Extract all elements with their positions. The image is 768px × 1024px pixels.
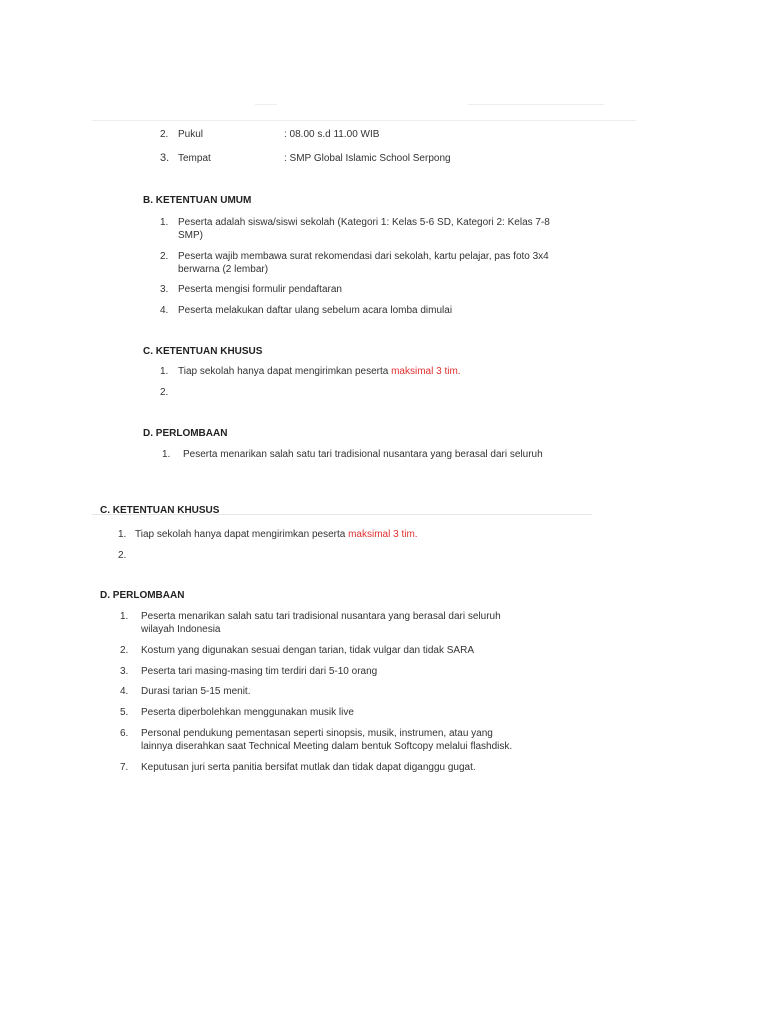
list-item-num: 2. [120,645,129,656]
cut-heading: C. KETENTUAN KHUSUS [100,505,220,516]
list-item-text: Peserta wajib membawa surat rekomendasi dari sekolah, kartu pelajar, pas foto 3x4 [178,251,549,262]
list-item-num: 7. [120,762,129,773]
section-b-heading: B. KETENTUAN UMUM [143,195,252,206]
list-item-text-cont: berwarna (2 lembar) [178,264,269,275]
list-item-num: 2. [160,387,169,398]
list-item-num: 6. [120,728,129,739]
info-num: 2. [160,129,169,140]
section-c-heading: C. KETENTUAN KHUSUS [143,346,263,357]
list-item-text: Peserta adalah siswa/siswi sekolah (Kategori 1: Kelas 5-6 SD, Kategori 2: Kelas 7-8 [178,217,550,228]
list-item-num: 1. [160,217,169,228]
list-item-text: Personal pendukung pementasan seperti sinopsis, musik, instrumen, atau yang [141,728,493,739]
list-item-num: 2. [160,251,169,262]
list-item-text: Peserta diperbolehkan menggunakan musik live [141,707,354,718]
list-item-num: 1. [118,529,127,540]
list-item-num: 4. [160,305,169,316]
list-item-text: Peserta menarikan salah satu tari tradisional nusantara yang berasal dari seluruh [183,449,543,460]
list-item-text: Peserta mengisi formulir pendaftaran [178,284,342,295]
list-item-text: Durasi tarian 5-15 menit. [141,686,251,697]
list-item-text: Peserta menarikan salah satu tari tradisional nusantara yang berasal dari seluruh [141,611,501,622]
header-rule [92,120,636,121]
header-rule-right [468,104,604,105]
header-rule-left [255,104,277,105]
list-item-text: Tiap sekolah hanya dapat mengirimkan peserta maksimal 3 tim. [135,529,418,540]
list-item-text: Peserta melakukan daftar ulang sebelum acara lomba dimulai [178,305,453,316]
cut-line [0,446,768,460]
info-label-pukul: Pukul [178,129,204,140]
list-item-text: Tiap sekolah hanya dapat mengirimkan peserta maksimal 3 tim. [178,366,461,377]
list-item-text-cont: lainnya diserahkan saat Technical Meeting dalam bentuk Softcopy melalui flashdisk. [141,741,513,752]
list-item-text: Keputusan juri serta panitia bersifat mutlak dan tidak dapat diganggu gugat. [141,762,476,773]
list-item-num: 3. [160,284,169,295]
list-item-text: Peserta tari masing-masing tim terdiri dari 5-10 orang [141,666,378,677]
list-item-num: 5. [120,707,129,718]
list-item-num: 1. [162,449,171,460]
info-value-pukul: : 08.00 s.d 11.00 WIB [284,129,380,140]
list-item-num: 1. [160,366,169,377]
list-item-num: 4. [120,686,129,697]
info-label-tempat: Tempat [178,153,211,164]
list-item-text-cont: SMP) [178,230,203,241]
list-item-num: 3. [120,666,129,677]
list-item-text: Kostum yang digunakan sesuai dengan tarian, tidak vulgar dan tidak SARA [141,645,474,656]
list-item-num: 2. [118,550,127,561]
highlight-red-text: maksimal 3 tim. [391,366,461,377]
section-d-heading: D. PERLOMBAAN [143,428,228,439]
highlight-red-text: maksimal 3 tim. [348,529,418,540]
list-item-text-cont: wilayah Indonesia [141,624,221,635]
info-num: 3. [160,152,170,164]
section-d-heading: D. PERLOMBAAN [100,590,185,601]
info-value-tempat: : SMP Global Islamic School Serpong [284,153,451,164]
list-item-num: 1. [120,611,129,622]
